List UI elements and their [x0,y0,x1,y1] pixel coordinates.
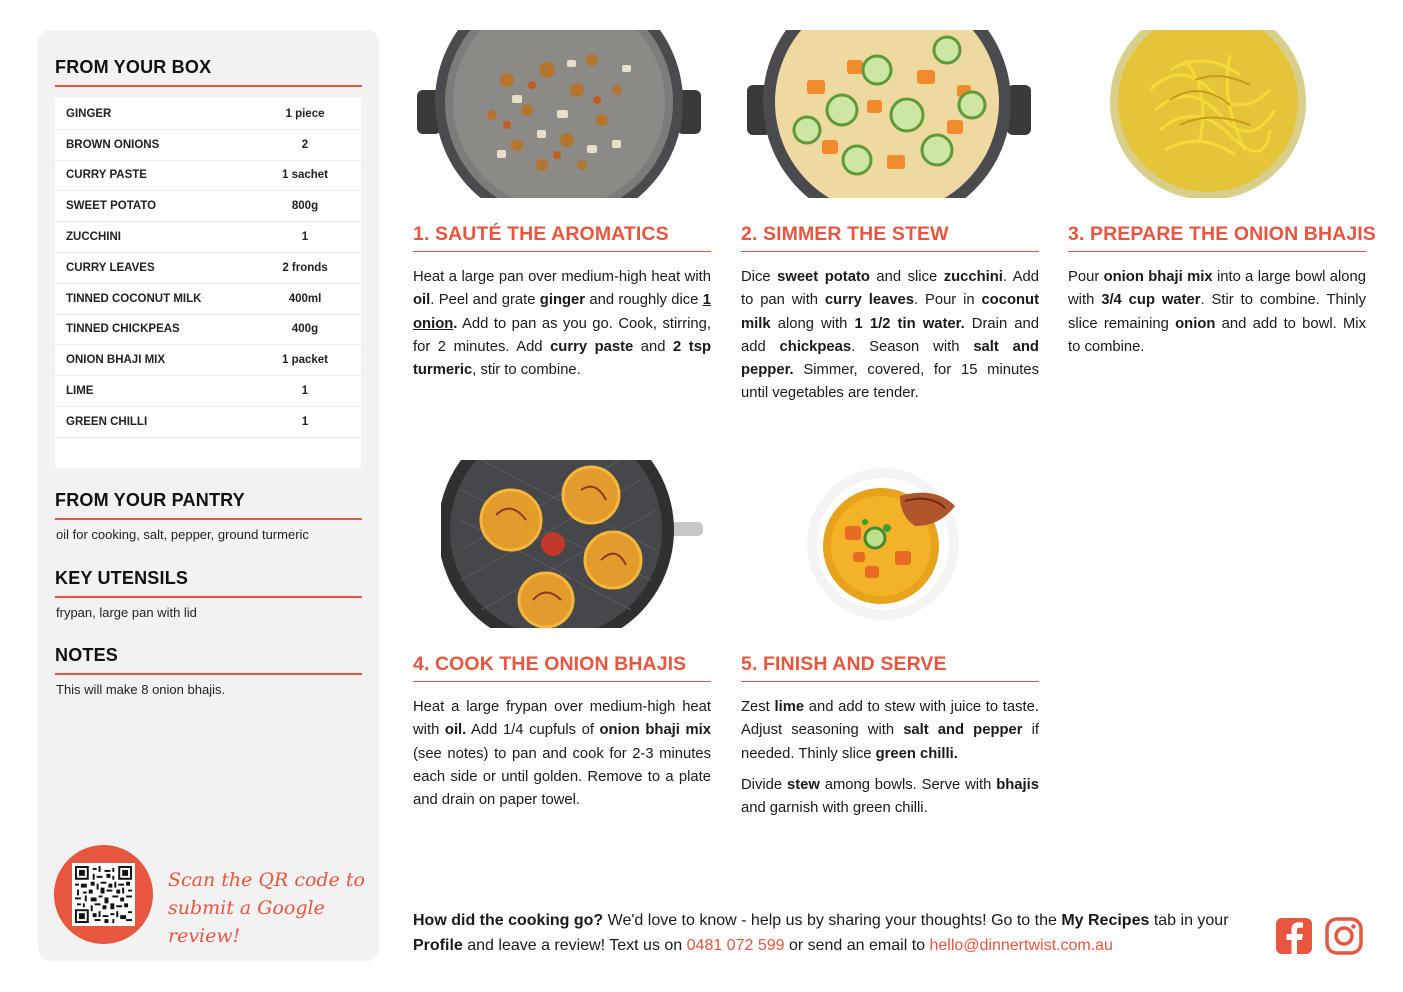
text-segment: sweet potato [777,269,870,285]
ingredient-quantity: 1 sachet [281,169,329,182]
text-segment: coconut milk [741,292,1039,332]
instruction-paragraph [1068,266,1366,359]
text-segment: or send an email to [784,937,930,954]
ingredient-quantity: 1 packet [281,354,329,367]
pantry-section-title: FROM YOUR PANTRY [55,490,362,520]
ingredient-row [55,253,361,284]
step-5-photo [805,466,965,622]
text-segment: oil [413,292,431,309]
text-segment: How did the cooking go? [413,912,604,929]
text-segment: Drain and add [741,315,1039,355]
step-3-title: 3. PREPARE THE ONION BHAJIS [1068,223,1366,252]
step-1-instructions [413,266,711,382]
text-segment: . Add to pan with [741,269,1040,309]
ingredient-row [55,345,361,376]
ingredient-row [55,161,361,192]
text-segment: . Season with [851,338,974,355]
text-segment: and [633,338,674,355]
text-segment: (see notes) to pan and cook for 2-3 minutes each side or until golden. Remove to a plate and drain on paper towel. [413,745,711,809]
text-segment: chickpeas [779,338,852,355]
ingredients-table [55,98,361,468]
ingredient-row [55,407,361,438]
text-segment: stew [786,776,820,793]
instruction-paragraph [741,774,1039,821]
text-segment: and add to stew with juice to taste. Adjust seasoning with [741,699,1039,739]
text-segment: We'd love to know - help us by sharing your thoughts! Go to the [603,912,1062,929]
qr-caption-line2: submit a Google review! [168,897,325,947]
text-segment: Simmer, covered, for 15 minutes until vegetables are tender. [741,362,1039,402]
ingredient-name: TINNED COCONUT MILK [66,292,202,305]
text-segment: along with [770,315,855,332]
text-segment: and garnish with green chilli. [741,800,928,817]
notes-section-title: NOTES [55,645,362,675]
text-segment: and add to bowl. Mix to combine. [1068,315,1366,355]
text-segment: if needed. Thinly slice [741,722,1040,762]
text-segment: tab in your [1149,912,1229,929]
step-3-instructions [1068,266,1366,359]
step-2-instructions [741,266,1039,406]
text-segment: curry leaves [824,292,915,309]
sidebar-panel [38,30,379,961]
text-segment: Divide [741,776,787,793]
text-segment: My Recipes [1061,912,1150,929]
ingredient-row [55,222,361,253]
facebook-icon[interactable] [1275,917,1313,955]
ingredient-name: SWEET POTATO [66,200,157,213]
ingredient-row [55,315,361,346]
ingredient-row [55,284,361,315]
text-segment: Profile [413,937,463,954]
text-segment: salt and pepper [903,722,1023,739]
text-segment: 2 tsp turmeric [413,338,711,379]
text-segment: 3/4 cup water [1101,292,1201,309]
ingredient-name: BROWN ONIONS [66,138,160,151]
ingredient-quantity: 400ml [288,292,322,305]
ingredient-name: CURRY PASTE [66,169,147,182]
instagram-icon[interactable] [1325,917,1363,955]
text-segment: Dice [741,269,778,285]
step-4-photo [441,460,703,628]
text-segment: onion [1175,315,1216,332]
text-segment: . Peel and grate [430,292,540,309]
text-segment: Zest [741,699,775,715]
text-segment: Pour [1068,269,1104,285]
text-segment: ginger [539,292,586,309]
step-1-photo [417,30,701,198]
ingredient-name: GINGER [66,107,112,120]
ingredient-quantity: 1 piece [285,107,325,120]
qr-caption [168,866,368,950]
review-prompt [413,908,1263,958]
ingredient-row [55,376,361,407]
qr-code[interactable] [72,863,135,926]
ingredient-name: GREEN CHILLI [66,415,148,428]
utensils-text: frypan, large pan with lid [56,605,197,620]
text-segment: 1 1/2 tin water. [854,315,965,332]
ingredient-row [55,130,361,161]
qr-code-badge[interactable] [54,845,153,944]
text-segment: green chilli. [875,745,958,762]
text-segment: and roughly dice [585,292,703,309]
step-5-instructions [741,696,1039,820]
instruction-paragraph [741,696,1039,766]
ingredient-row [55,191,361,222]
ingredient-quantity: 800g [291,200,319,213]
text-segment: Heat a large frypan over medium-high heat with [413,699,711,739]
instruction-paragraph [413,696,711,812]
text-segment: lime [774,699,805,715]
ingredient-name: TINNED CHICKPEAS [66,323,180,336]
step-2-title: 2. SIMMER THE STEW [741,223,1039,252]
text-segment: 0481 072 599 [686,937,785,954]
ingredient-name: CURRY LEAVES [66,261,155,274]
text-segment: Heat a large pan over medium-high heat with [413,269,711,285]
text-segment: Add 1/4 cupfuls of [466,722,600,739]
text-segment: salt and pepper. [741,338,1039,379]
text-segment: bhajis [996,776,1039,793]
text-segment: . Stir to combine. Thinly slice remaining [1068,292,1366,332]
ingredient-name: ZUCCHINI [66,231,121,244]
text-segment: into a large bowl along with [1068,269,1366,309]
text-segment: hello@dinnertwist.com.au [929,937,1113,954]
step-4-title: 4. COOK THE ONION BHAJIS [413,653,711,682]
ingredient-row [55,99,361,130]
ingredient-quantity: 400g [291,323,319,336]
instruction-paragraph [413,266,711,382]
step-1-title: 1. SAUTÉ THE AROMATICS [413,223,711,252]
step-2-photo [747,30,1031,198]
text-segment: onion bhaji mix [1103,269,1213,285]
text-segment: Add to pan as you go. Cook, stirring, for 2 minutes. Add [413,315,711,355]
ingredient-name: LIME [66,385,94,398]
text-segment: . [453,315,458,332]
text-segment: 1 onion [413,292,711,332]
step-5-title: 5. FINISH AND SERVE [741,653,1039,682]
ingredient-name: ONION BHAJI MIX [66,354,166,367]
text-segment: and slice [869,269,944,285]
instruction-paragraph [741,266,1039,406]
pantry-text: oil for cooking, salt, pepper, ground turmeric [56,527,309,542]
text-segment: oil. [444,722,467,739]
step-4-instructions [413,696,711,812]
ingredient-quantity: 1 [301,231,309,244]
text-segment: and leave a review! Text us on [462,937,687,954]
text-segment: . Pour in [914,292,982,309]
ingredient-quantity: 1 [301,385,309,398]
qr-code-icon [75,866,132,923]
step-3-photo [1110,30,1306,198]
text-segment: curry paste [550,338,634,355]
text-segment: onion bhaji mix [599,722,711,739]
text-segment: among bowls. Serve with [819,776,997,793]
utensils-section-title: KEY UTENSILS [55,568,362,598]
ingredient-quantity: 2 [301,138,309,151]
box-section-title: FROM YOUR BOX [55,57,362,87]
notes-text: This will make 8 onion bhajis. [56,682,226,697]
qr-caption-line1: Scan the QR code to [168,869,365,891]
ingredient-quantity: 2 fronds [282,261,328,274]
text-segment: , stir to combine. [472,362,581,379]
ingredient-quantity: 1 [301,415,309,428]
text-segment: zucchini [943,269,1003,285]
